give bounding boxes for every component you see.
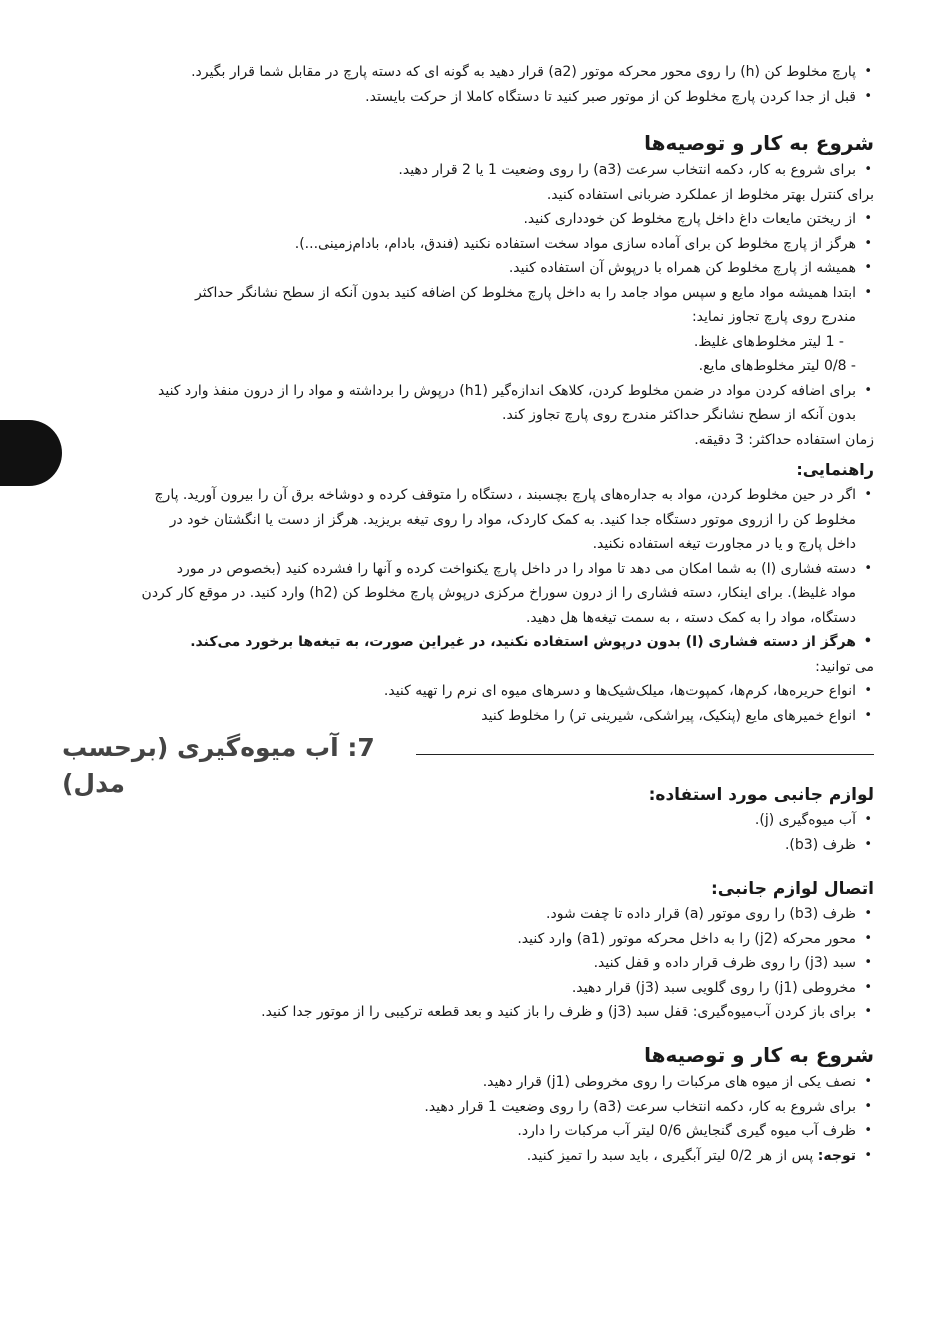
- list-item: • ظرف (b3) را روی موتور (a) قرار داده تا چفت شود.: [62, 902, 874, 927]
- note-text: پس از هر 0/2 لیتر آبگیری ، باید سبد را تمیز کنید.: [526, 1147, 814, 1164]
- list-item: • ظرف (b3).: [62, 833, 874, 858]
- section-heading: شروع به کار و توصیه‌ها: [644, 131, 874, 155]
- chapter-title: 7: آب میوه‌گیری (برحسب مدل): [62, 733, 375, 798]
- list-item: • اگر در حین مخلوط کردن، مواد به جداره‌های پارچ بچسبند ، دستگاه را متوقف کرده و دوشاخه برق آن را بیرون آورید. پارچ: [62, 483, 874, 508]
- paragraph-line: زمان استفاده حداکثر: 3 دقیقه.: [694, 431, 874, 448]
- subsection-heading: لوازم جانبی مورد استفاده:: [648, 785, 874, 805]
- section-start-usage-2: [62, 1040, 874, 1168]
- paragraph-line: مندرج روی پارچ تجاوز نماید:: [691, 309, 856, 325]
- chapter-tab-marker: [0, 420, 62, 486]
- paragraph-line: بدون آنکه از سطح نشانگر حداکثر مندرج روی پارچ تجاوز کند.: [502, 407, 856, 423]
- list-item: • همیشه از پارچ مخلوط کن همراه با درپوش آن استفاده کنید.: [62, 256, 874, 281]
- intro-list: [62, 60, 874, 109]
- list-item: • برای شروع به کار، دکمه انتخاب سرعت (a3) را روی وضعیت 1 یا 2 قرار دهید.: [62, 158, 874, 183]
- list-item: • انواع خمیرهای مایع (پنکیک، پیراشکی، شیرینی تر) را مخلوط کنید: [62, 704, 874, 729]
- subsection-heading: راهنمایی:: [796, 460, 874, 479]
- section-heading: شروع به کار و توصیه‌ها: [644, 1043, 874, 1067]
- paragraph-line: مواد غلیظ). برای اینکار، دسته فشاری را از درون سوراخ مرکزی درپوش پارچ مخلوط کن (h2) وارد کنید. در موقع کار کردن: [141, 585, 856, 601]
- list-item: • مخروطی (j1) را روی گلویی سبد (j3) قرار دهید.: [62, 976, 874, 1001]
- list-item: • سبد (j3) را روی ظرف قرار داده و قفل کنید.: [62, 951, 874, 976]
- list-item: • ابتدا همیشه مواد مایع و سپس مواد جامد را به داخل پارچ مخلوط کن اضافه کنید بدون آنکه از سطح نشانگر حداکثر: [62, 281, 874, 306]
- list-item: • برای اضافه کردن مواد در ضمن مخلوط کردن، کلاهک اندازه‌گیر (h1) درپوش را برداشته و مواد را از درون منفذ وارد کنید: [62, 379, 874, 404]
- warning-item: • هرگز از دسته فشاری (I) بدون درپوش استفاده نکنید، در غیراین صورت، به تیغه‌ها برخورد می‌کند.: [62, 630, 874, 655]
- list-item: • پارچ مخلوط کن (h) را روی محور محرکه موتور (a2) قرار دهید به گونه ای که دسته پارچ در مقابل شما قرار بگیرد.: [62, 60, 874, 85]
- paragraph-line: می توانید:: [815, 658, 874, 675]
- note-item: [62, 1144, 874, 1169]
- list-item: • هرگز از پارچ مخلوط کن برای آماده سازی مواد سخت استفاده نکنید (فندق، بادام، بادام‌زمینی...).: [62, 232, 874, 257]
- section-guide: [62, 457, 874, 728]
- list-item: • برای شروع به کار، دکمه انتخاب سرعت (a3) را روی وضعیت 1 قرار دهید.: [62, 1095, 874, 1120]
- paragraph-line: برای کنترل بهتر مخلوط از عملکرد ضربانی استفاده کنید.: [546, 186, 874, 203]
- list-item: • نصف یکی از میوه های مرکبات را روی مخروطی (j1) قرار دهید.: [62, 1070, 874, 1095]
- sub-item: - 1 لیتر مخلوط‌های غلیظ.: [693, 333, 844, 350]
- paragraph-line: مخلوط کن را ازروی موتور دستگاه جدا کنید. به کمک کاردک، مواد را روی تیغه بریزید. هرگز از دست یا انگشتان خود در: [169, 511, 856, 528]
- list-item: • انواع حریره‌ها، کرم‌ها، کمپوت‌ها، میلک‌شیک‌ها و دسرهای میوه ای نرم را تهیه کنید.: [62, 679, 874, 704]
- section-connection: [62, 876, 874, 1025]
- subsection-heading: اتصال لوازم جانبی:: [710, 879, 874, 899]
- list-item: • برای باز کردن آب‌میوه‌گیری: قفل سبد (j3) و ظرف را باز کنید و بعد قطعه ترکیبی را از موتور جدا کنید.: [62, 1000, 874, 1025]
- section-divider: [416, 754, 874, 755]
- list-item: • آب میوه‌گیری (j).: [62, 808, 874, 833]
- list-item: • دسته فشاری (I) به شما امکان می دهد تا مواد را در داخل پارچ یکنواخت کرده و آنها را فشرده کنید (بخصوص در مورد: [62, 557, 874, 582]
- list-item: • قبل از جدا کردن پارچ مخلوط کن از موتور صبر کنید تا دستگاه کاملا از حرکت بایستد.: [62, 85, 874, 110]
- paragraph-line: دستگاه، مواد را به کمک دسته ، به سمت تیغه‌ها هل دهید.: [525, 609, 856, 626]
- list-item: • محور محرکه (j2) را به داخل محرکه موتور (a1) وارد کنید.: [62, 927, 874, 952]
- sub-item: - 0/8 لیتر مخلوط‌های مایع.: [698, 358, 856, 374]
- section-start-usage: [62, 128, 874, 452]
- note-label: توجه:: [817, 1147, 856, 1164]
- list-item: • ظرف آب میوه گیری گنجایش 0/6 لیتر آب مرکبات را دارد.: [62, 1119, 874, 1144]
- paragraph-line: داخل پارچ و یا در مجاورت تیغه استفاده نکنید.: [592, 536, 856, 552]
- list-item: • از ریختن مایعات داغ داخل پارچ مخلوط کن خودداری کنید.: [62, 207, 874, 232]
